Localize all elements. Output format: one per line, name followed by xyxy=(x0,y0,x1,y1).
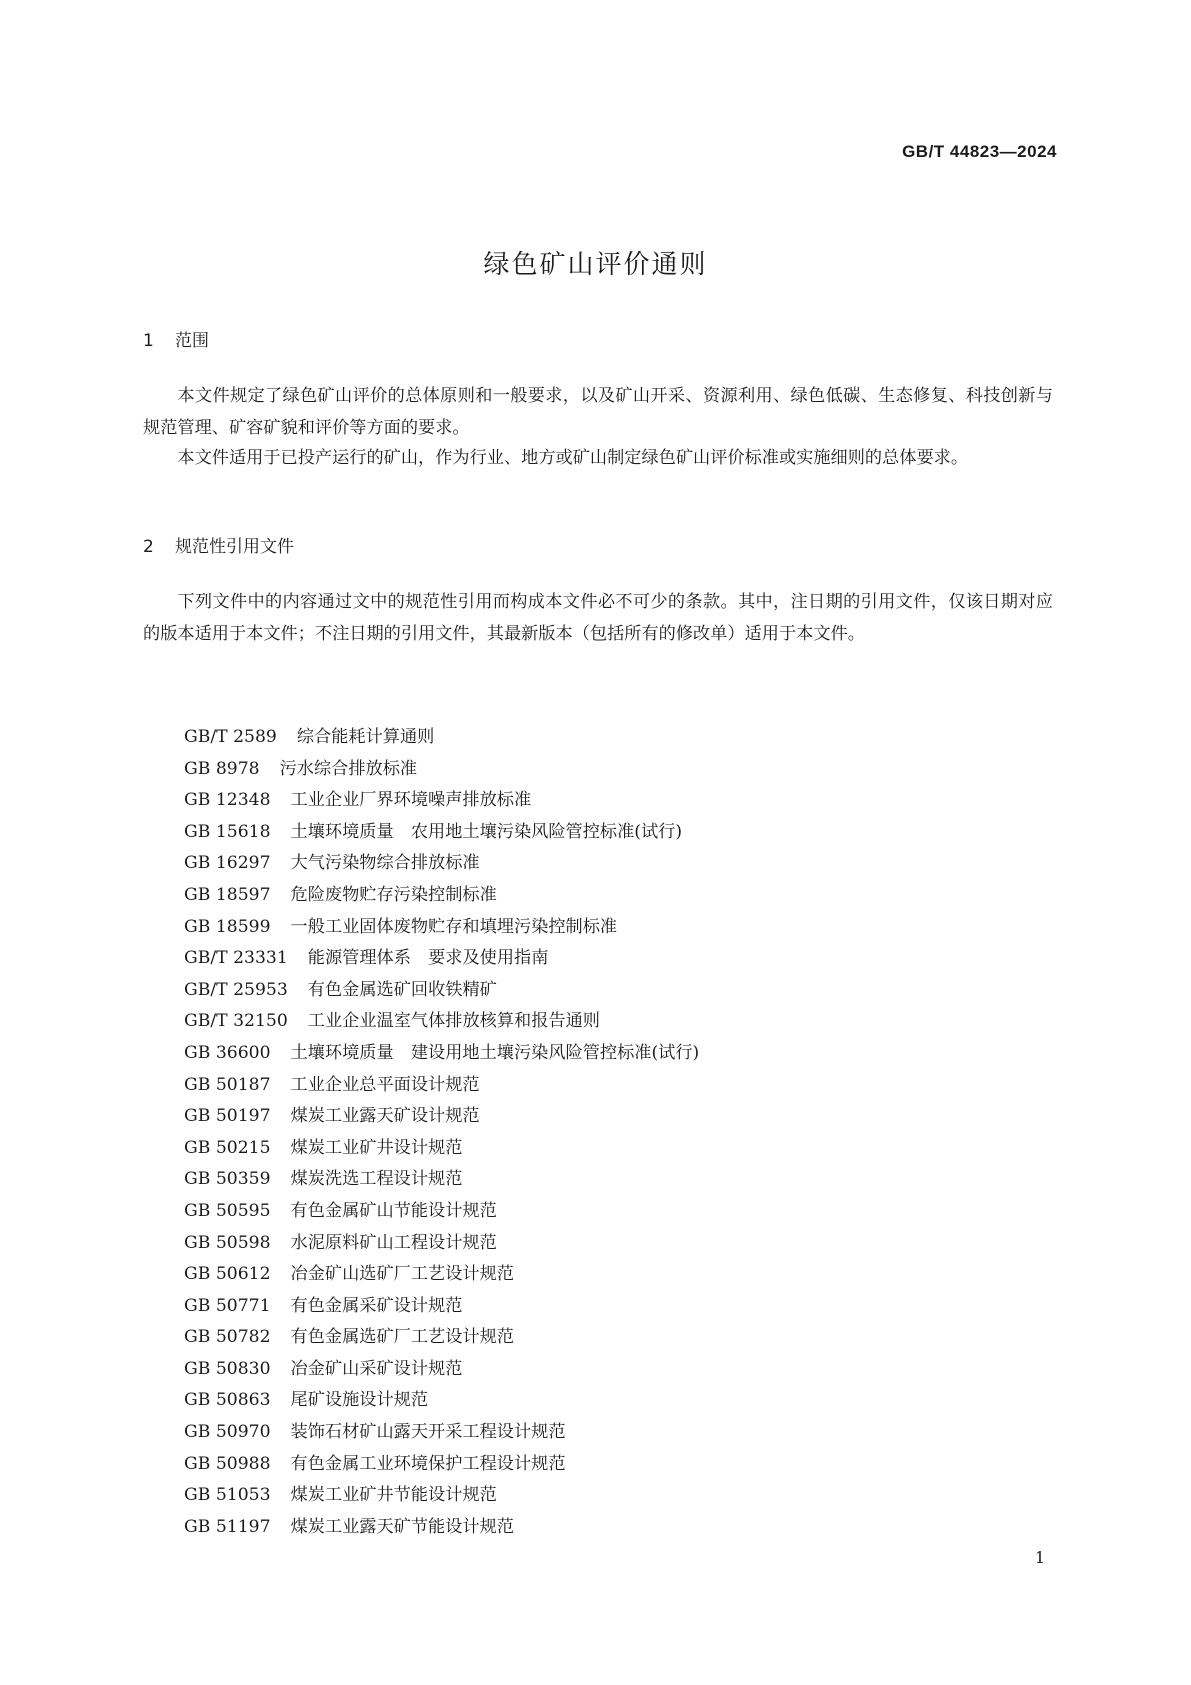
reference-title: 一般工业固体废物贮存和填埋污染控制标准 xyxy=(290,916,618,937)
references-intro-paragraph: 下列文件中的内容通过文中的规范性引用而构成本文件必不可少的条款。其中，注日期的引用文件，仅该日期对应的版本适用于本文件；不注日期的引用文件，其最新版本（包括所有的修改单）适用于本文件。 xyxy=(143,592,1053,644)
reference-item xyxy=(184,1038,699,1070)
reference-code: GB 18597 xyxy=(184,884,271,905)
reference-item xyxy=(184,1449,699,1481)
reference-title: 综合能耗计算通则 xyxy=(296,727,435,747)
reference-code: GB 15618 xyxy=(184,821,271,842)
reference-title: 装饰石材矿山露天开采工程设计规范 xyxy=(290,1422,566,1443)
reference-item xyxy=(184,1291,699,1323)
reference-title: 冶金矿山采矿设计规范 xyxy=(290,1358,463,1379)
reference-title: 煤炭工业矿井设计规范 xyxy=(290,1137,463,1158)
reference-item xyxy=(184,880,699,912)
reference-item xyxy=(184,1385,699,1417)
reference-title: 有色金属选矿回收铁精矿 xyxy=(307,979,497,1000)
reference-title: 有色金属矿山节能设计规范 xyxy=(290,1200,497,1221)
reference-code: GB 51197 xyxy=(184,1516,271,1537)
reference-code: GB/T 2589 xyxy=(184,727,277,747)
reference-item xyxy=(184,785,699,817)
reference-item xyxy=(184,1006,699,1038)
reference-item xyxy=(184,1101,699,1133)
reference-item xyxy=(184,1070,699,1102)
scope-paragraph-2: 本文件适用于已投产运行的矿山，作为行业、地方或矿山制定绿色矿山评价标准或实施细则的总体要求。 xyxy=(177,448,969,468)
reference-item xyxy=(184,722,699,754)
reference-title: 工业企业厂界环境噪声排放标准 xyxy=(290,790,532,811)
reference-item xyxy=(184,1259,699,1291)
reference-code: GB 50988 xyxy=(184,1453,271,1474)
reference-item xyxy=(184,1512,699,1544)
reference-item xyxy=(184,1480,699,1512)
section-heading-scope xyxy=(143,326,209,351)
scope-paragraph-1: 本文件规定了绿色矿山评价的总体原则和一般要求，以及矿山开采、资源利用、绿色低碳、生态修复、科技创新与规范管理、矿容矿貌和评价等方面的要求。 xyxy=(143,386,1053,438)
reference-code: GB/T 32150 xyxy=(184,1011,288,1032)
reference-code: GB 51053 xyxy=(184,1485,271,1506)
reference-title: 有色金属选矿厂工艺设计规范 xyxy=(290,1327,514,1348)
page-number: 1 xyxy=(1034,1548,1045,1567)
reference-title: 煤炭洗选工程设计规范 xyxy=(290,1169,463,1190)
reference-item xyxy=(184,1417,699,1449)
reference-title: 煤炭工业矿井节能设计规范 xyxy=(290,1485,497,1506)
section-title: 规范性引用文件 xyxy=(175,537,294,557)
reference-item xyxy=(184,848,699,880)
reference-item xyxy=(184,817,699,849)
reference-code: GB/T 25953 xyxy=(184,979,288,1000)
section-title: 范围 xyxy=(175,331,209,351)
reference-code: GB 50782 xyxy=(184,1327,271,1348)
reference-code: GB 50595 xyxy=(184,1200,271,1221)
reference-code: GB 16297 xyxy=(184,853,271,874)
reference-code: GB 50970 xyxy=(184,1422,271,1443)
document-title: 绿色矿山评价通则 xyxy=(483,250,708,280)
reference-item xyxy=(184,1164,699,1196)
reference-code: GB 50187 xyxy=(184,1074,271,1095)
reference-title: 土壤环境质量 农用地土壤污染风险管控标准(试行) xyxy=(290,821,683,842)
reference-title: 大气污染物综合排放标准 xyxy=(290,853,480,874)
section-heading-normative-references xyxy=(143,532,294,557)
section-number: 2 xyxy=(143,537,154,557)
reference-code: GB 50771 xyxy=(184,1295,271,1316)
reference-item xyxy=(184,912,699,944)
reference-title: 危险废物贮存污染控制标准 xyxy=(290,884,497,905)
reference-code: GB 12348 xyxy=(184,790,271,811)
reference-item xyxy=(184,1196,699,1228)
reference-code: GB 36600 xyxy=(184,1042,271,1063)
reference-code: GB 50830 xyxy=(184,1358,271,1379)
reference-item xyxy=(184,754,699,786)
reference-title: 污水综合排放标准 xyxy=(279,758,418,779)
reference-title: 有色金属工业环境保护工程设计规范 xyxy=(290,1453,566,1474)
reference-code: GB 50197 xyxy=(184,1106,271,1127)
reference-code: GB 18599 xyxy=(184,916,271,937)
reference-code: GB/T 23331 xyxy=(184,948,288,969)
reference-item xyxy=(184,975,699,1007)
reference-title: 工业企业温室气体排放核算和报告通则 xyxy=(307,1011,600,1032)
reference-code: GB 50863 xyxy=(184,1390,271,1411)
section-number: 1 xyxy=(143,331,154,351)
reference-code: GB 50359 xyxy=(184,1169,271,1190)
reference-title: 工业企业总平面设计规范 xyxy=(290,1074,480,1095)
reference-title: 煤炭工业露天矿节能设计规范 xyxy=(290,1516,514,1537)
reference-item xyxy=(184,1133,699,1165)
reference-item xyxy=(184,1322,699,1354)
reference-title: 有色金属采矿设计规范 xyxy=(290,1295,463,1316)
reference-title: 水泥原料矿山工程设计规范 xyxy=(290,1232,497,1253)
reference-item xyxy=(184,943,699,975)
reference-title: 尾矿设施设计规范 xyxy=(290,1390,429,1411)
reference-list xyxy=(184,722,699,1543)
reference-item xyxy=(184,1228,699,1260)
reference-code: GB 50215 xyxy=(184,1137,271,1158)
reference-code: GB 50612 xyxy=(184,1264,271,1285)
reference-title: 冶金矿山选矿厂工艺设计规范 xyxy=(290,1264,514,1285)
reference-title: 煤炭工业露天矿设计规范 xyxy=(290,1106,480,1127)
reference-code: GB 8978 xyxy=(184,758,260,779)
reference-title: 能源管理体系 要求及使用指南 xyxy=(307,948,549,969)
standard-code: GB/T 44823—2024 xyxy=(902,142,1057,161)
reference-title: 土壤环境质量 建设用地土壤污染风险管控标准(试行) xyxy=(290,1042,700,1063)
reference-code: GB 50598 xyxy=(184,1232,271,1253)
reference-item xyxy=(184,1354,699,1386)
